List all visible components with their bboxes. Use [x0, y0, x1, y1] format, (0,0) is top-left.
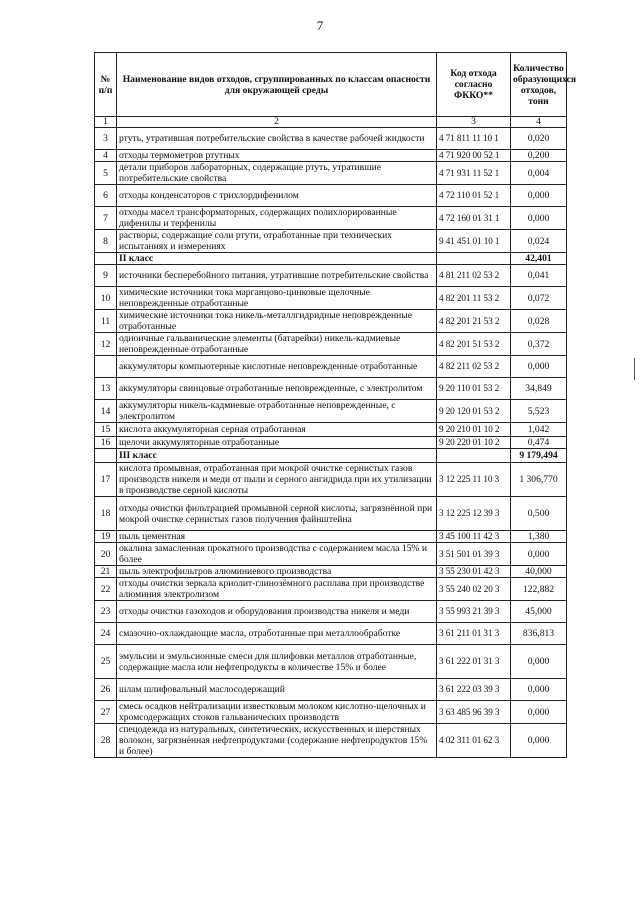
code-cell: 4 81 211 02 53 2 [437, 265, 511, 287]
table-row [95, 701, 567, 724]
table-row [95, 378, 567, 400]
name-cell: химические источники тока марганцово-цинковые щелочные неповрежденные отработанные [117, 287, 437, 310]
table-row [95, 287, 567, 310]
table-row [95, 623, 567, 645]
class-name-cell: II класс [117, 253, 437, 265]
qty-cell: 0,028 [511, 310, 567, 333]
table-row [95, 601, 567, 623]
num-cell: 24 [95, 623, 117, 645]
code-cell: 4 02 311 01 62 3 [437, 724, 511, 758]
table-row [95, 543, 567, 566]
num-cell: 22 [95, 578, 117, 601]
num-cell: 20 [95, 543, 117, 566]
num-cell: 27 [95, 701, 117, 724]
name-cell: пыль электрофильтров алюминиевого производства [117, 566, 437, 578]
name-cell: источники бесперебойного питания, утратившие потребительские свойства [117, 265, 437, 287]
num-cell: 25 [95, 645, 117, 679]
qty-cell: 836,813 [511, 623, 567, 645]
name-cell: щелочи аккумуляторные отработанные [117, 437, 437, 449]
table-row [95, 578, 567, 601]
index-row [95, 117, 567, 128]
table-row [95, 497, 567, 531]
name-cell: смесь осадков нейтрализации известковым молоком кислотно-щелочных и хромсодержащих стоков гальванических производств [117, 701, 437, 724]
num-cell: 11 [95, 310, 117, 333]
qty-cell: 0,200 [511, 150, 567, 162]
qty-cell: 1,042 [511, 423, 567, 437]
name-cell: отходы очистки газоходов и оборудования производства никеля и меди [117, 601, 437, 623]
name-cell: отходы конденсаторов с трихлордифенилом [117, 185, 437, 207]
code-cell: 4 82 211 02 53 2 [437, 356, 511, 378]
qty-cell: 0,004 [511, 162, 567, 185]
qty-cell: 34,849 [511, 378, 567, 400]
class-num-cell [95, 449, 117, 463]
qty-cell: 0,072 [511, 287, 567, 310]
name-cell: кислота промывная, отработанная при мокрой очистке сернистых газов производств никеля и меди от пыли и серного ангидрида при их утилизации в производстве серной кислоты [117, 463, 437, 497]
num-cell: 15 [95, 423, 117, 437]
table-row [95, 463, 567, 497]
num-cell: 3 [95, 128, 117, 150]
table-body [95, 128, 567, 758]
num-cell: 10 [95, 287, 117, 310]
qty-cell: 0,474 [511, 437, 567, 449]
num-cell: 16 [95, 437, 117, 449]
code-cell: 9 20 110 01 53 2 [437, 378, 511, 400]
code-cell: 3 61 211 01 31 3 [437, 623, 511, 645]
num-cell: 18 [95, 497, 117, 531]
header-num: № п/п [95, 53, 117, 117]
header-code: Код отхода согласно ФККО** [437, 53, 511, 117]
code-cell: 9 41 451 01 10 1 [437, 230, 511, 253]
qty-cell: 0,041 [511, 265, 567, 287]
name-cell: шлам шлифовальный маслосодержащий [117, 679, 437, 701]
num-cell: 28 [95, 724, 117, 758]
qty-cell: 0,024 [511, 230, 567, 253]
name-cell: одноичные гальванические элементы (батарейки) никель-кадмиевые неповрежденные отработанные [117, 333, 437, 356]
code-cell: 4 82 201 51 53 2 [437, 333, 511, 356]
qty-cell: 0,000 [511, 679, 567, 701]
code-cell: 3 61 222 03 39 3 [437, 679, 511, 701]
qty-cell: 0,000 [511, 356, 567, 378]
class-qty-cell: 42,401 [511, 253, 567, 265]
name-cell: ртуть, утратившая потребительские свойства в качестве рабочей жидкости [117, 128, 437, 150]
num-cell: 26 [95, 679, 117, 701]
qty-cell: 5,523 [511, 400, 567, 423]
index-cell: 1 [95, 117, 117, 128]
code-cell: 4 71 811 11 10 1 [437, 128, 511, 150]
qty-cell: 0,000 [511, 543, 567, 566]
name-cell: смазочно-охлаждающие масла, отработанные при металлообработке [117, 623, 437, 645]
header-name: Наименование видов отходов, сгруппированных по классам опасности для окружающей среды [117, 53, 437, 117]
num-cell: 23 [95, 601, 117, 623]
name-cell: детали приборов лабораторных, содержащие ртуть, утратившие потребительские свойства [117, 162, 437, 185]
code-cell: 3 45 100 11 42 3 [437, 531, 511, 543]
qty-cell: 0,020 [511, 128, 567, 150]
code-cell: 4 72 110 01 52 1 [437, 185, 511, 207]
num-cell: 5 [95, 162, 117, 185]
class-code-cell [437, 253, 511, 265]
code-cell: 4 71 920 00 52 1 [437, 150, 511, 162]
qty-cell: 0,000 [511, 207, 567, 230]
name-cell: спецодежда из натуральных, синтетических, искусственных и шерстяных волокон, загрязнённая нефтепродуктами (содержание нефтепродуктов 15% и более) [117, 724, 437, 758]
scan-mark [634, 358, 635, 380]
class-row [95, 253, 567, 265]
num-cell: 9 [95, 265, 117, 287]
code-cell: 3 12 225 11 10 3 [437, 463, 511, 497]
code-cell: 4 82 201 21 53 2 [437, 310, 511, 333]
class-row [95, 449, 567, 463]
table-row [95, 128, 567, 150]
code-cell: 3 55 230 01 42 3 [437, 566, 511, 578]
code-cell: 4 71 931 11 52 1 [437, 162, 511, 185]
name-cell: отходы очистки фильтрацией промывной серной кислоты, загрязнённой при мокрой очистке сернистых газов получения файнштейна [117, 497, 437, 531]
qty-cell: 0,000 [511, 185, 567, 207]
qty-cell: 0,500 [511, 497, 567, 531]
code-cell: 4 82 201 11 53 2 [437, 287, 511, 310]
name-cell: эмульсии и эмульсионные смеси для шлифовки металлов отработанные, содержащие масла или нефтепродукты в количестве 15% и более [117, 645, 437, 679]
code-cell: 3 55 993 21 39 3 [437, 601, 511, 623]
waste-table [94, 52, 577, 758]
name-cell: отходы масел трансформаторных, содержащих полихлорированные дифенилы и терфенилы [117, 207, 437, 230]
name-cell: аккумуляторы компьютерные кислотные неповрежденные отработанные [117, 356, 437, 378]
num-cell: 4 [95, 150, 117, 162]
table-row [95, 437, 567, 449]
num-cell: 7 [95, 207, 117, 230]
code-cell: 4 72 160 01 31 1 [437, 207, 511, 230]
qty-cell: 1 306,770 [511, 463, 567, 497]
num-cell: 12 [95, 333, 117, 356]
name-cell: аккумуляторы никель-кадмиевые отработанные неповрежденные, с электролитом [117, 400, 437, 423]
qty-cell: 0,000 [511, 724, 567, 758]
name-cell: отходы очистки зеркала криолит-глинозёмного расплава при производстве алюминия электролизом [117, 578, 437, 601]
num-cell: 6 [95, 185, 117, 207]
table-row [95, 423, 567, 437]
num-cell: 17 [95, 463, 117, 497]
table-row [95, 724, 567, 758]
name-cell: аккумуляторы свинцовые отработанные неповрежденные, с электролитом [117, 378, 437, 400]
num-cell: 21 [95, 566, 117, 578]
page-number: 7 [316, 18, 324, 33]
class-qty-cell: 9 179,494 [511, 449, 567, 463]
code-cell: 9 20 210 01 10 2 [437, 423, 511, 437]
header-qty: Количество образующихся отходов, тонн [511, 53, 567, 117]
index-cell: 2 [117, 117, 437, 128]
num-cell: 19 [95, 531, 117, 543]
table-row [95, 265, 567, 287]
code-cell: 3 63 485 96 39 3 [437, 701, 511, 724]
name-cell: пыль цементная [117, 531, 437, 543]
table-row [95, 150, 567, 162]
table-row [95, 333, 567, 356]
num-cell: 8 [95, 230, 117, 253]
qty-cell: 122,882 [511, 578, 567, 601]
table-row [95, 356, 567, 378]
table-row [95, 162, 567, 185]
class-name-cell: III класс [117, 449, 437, 463]
code-cell: 3 55 240 02 20 3 [437, 578, 511, 601]
num-cell [95, 356, 117, 378]
qty-cell: 1,380 [511, 531, 567, 543]
table-row [95, 566, 567, 578]
index-cell: 4 [511, 117, 567, 128]
name-cell: химические источники тока никель-металлгидридные неповрежденные отработанные [117, 310, 437, 333]
table-row [95, 185, 567, 207]
table-row [95, 230, 567, 253]
qty-cell: 0,372 [511, 333, 567, 356]
num-cell: 14 [95, 400, 117, 423]
class-code-cell [437, 449, 511, 463]
code-cell: 9 20 220 01 10 2 [437, 437, 511, 449]
qty-cell: 0,000 [511, 645, 567, 679]
table-row [95, 679, 567, 701]
name-cell: кислота аккумуляторная серная отработанная [117, 423, 437, 437]
table-row [95, 645, 567, 679]
name-cell: растворы, содержащие соли ртути, отработанные при технических испытаниях и измерениях [117, 230, 437, 253]
name-cell: окалина замасленная прокатного производства с содержанием масла 15% и более [117, 543, 437, 566]
qty-cell: 0,000 [511, 701, 567, 724]
code-cell: 9 20 120 01 53 2 [437, 400, 511, 423]
num-cell: 13 [95, 378, 117, 400]
class-num-cell [95, 253, 117, 265]
code-cell: 3 51 501 01 39 3 [437, 543, 511, 566]
table-row [95, 400, 567, 423]
table-row [95, 207, 567, 230]
header-row [95, 53, 567, 117]
code-cell: 3 12 225 12 39 3 [437, 497, 511, 531]
table-row [95, 310, 567, 333]
table-row [95, 531, 567, 543]
code-cell: 3 61 222 01 31 3 [437, 645, 511, 679]
qty-cell: 45,000 [511, 601, 567, 623]
index-cell: 3 [437, 117, 511, 128]
name-cell: отходы термометров ртутных [117, 150, 437, 162]
qty-cell: 40,000 [511, 566, 567, 578]
